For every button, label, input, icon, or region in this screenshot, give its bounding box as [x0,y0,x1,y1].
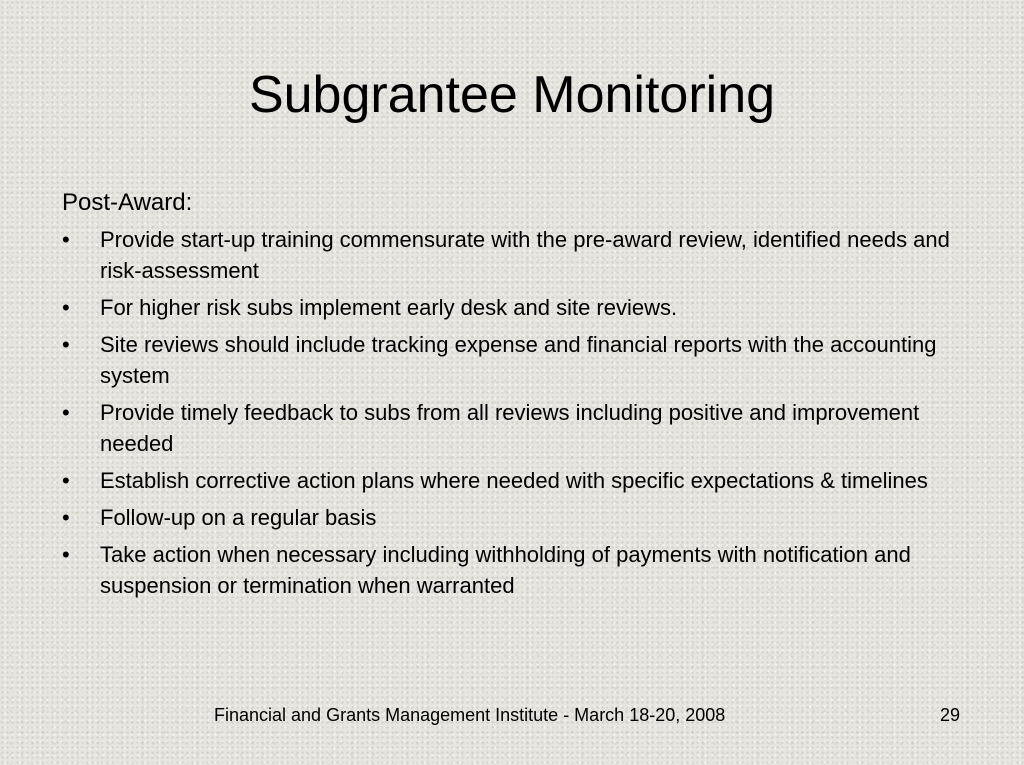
bullet-marker: • [62,295,70,320]
section-subheading: Post-Award: [62,189,193,216]
bullet-item [62,539,982,601]
bullet-text: Site reviews should include tracking expense and financial reports with the accounting system [100,332,937,388]
bullet-item [62,502,982,533]
bullet-list [62,224,982,601]
bullet-marker: • [62,332,70,357]
footer-text: Financial and Grants Management Institute - March 18-20, 2008 [214,705,726,725]
bullet-text: Follow-up on a regular basis [100,505,377,530]
bullet-text: Establish corrective action plans where needed with specific expectations & timelines [100,468,928,493]
bullet-text: Take action when necessary including withholding of payments with notification and suspension or termination when warranted [100,542,911,598]
bullet-marker: • [62,505,70,530]
slide-title: Subgrantee Monitoring [248,66,776,124]
bullet-item [62,397,982,459]
bullet-text: Provide timely feedback to subs from all reviews including positive and improvement needed [100,400,920,456]
page-number: 29 [940,705,961,725]
bullet-text: Provide start-up training commensurate with the pre-award review, identified needs and risk-assessment [100,227,950,283]
bullet-item [62,224,982,286]
bullet-item [62,329,982,391]
bullet-marker: • [62,542,70,567]
bullet-item [62,465,982,496]
bullet-marker: • [62,468,70,493]
bullet-text: For higher risk subs implement early desk and site reviews. [100,295,678,320]
slide-body [62,186,982,607]
bullet-marker: • [62,400,70,425]
bullet-marker: • [62,227,70,252]
bullet-item [62,292,982,323]
